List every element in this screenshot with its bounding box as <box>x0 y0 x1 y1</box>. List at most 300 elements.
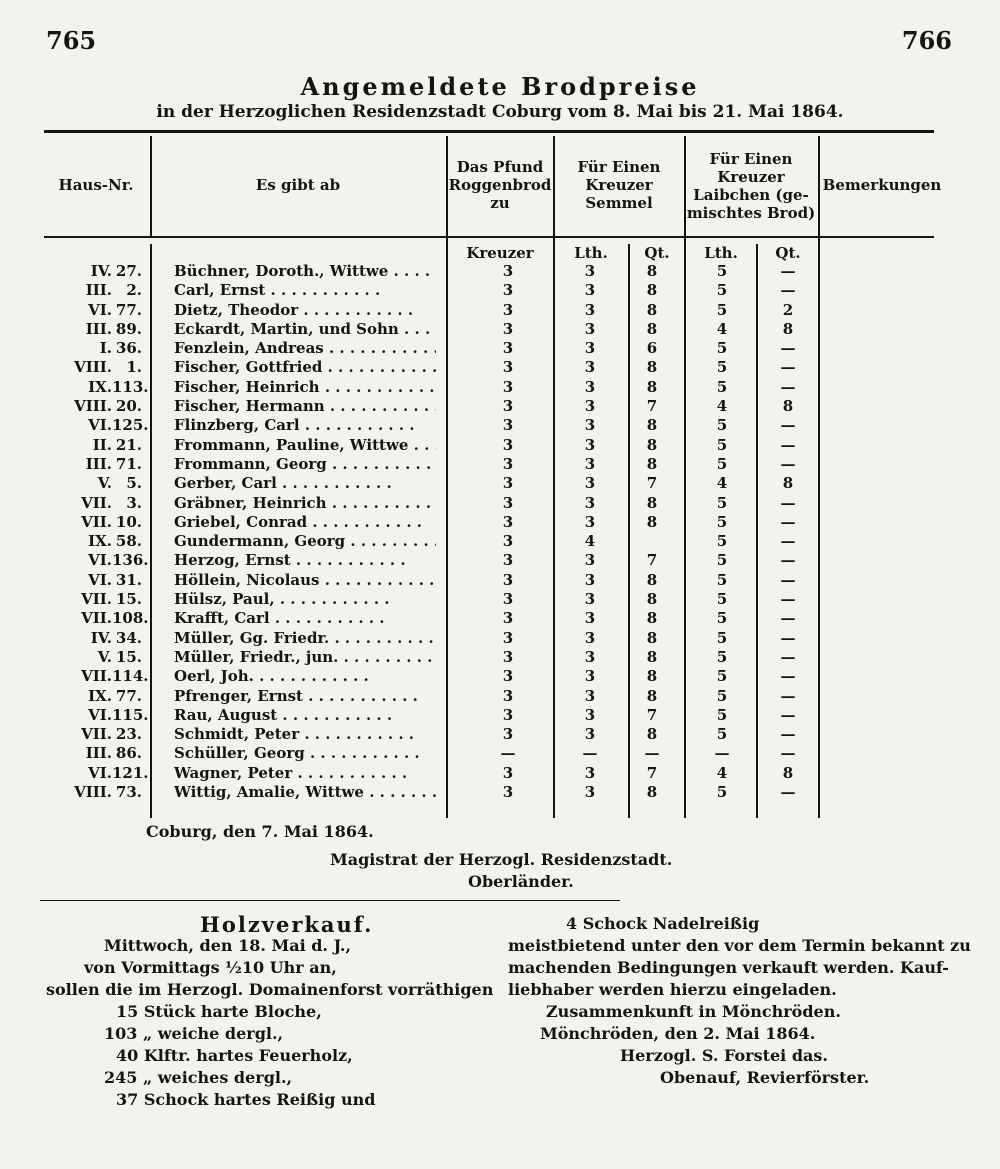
cell-name: Schüller, Georg . . <box>174 744 436 762</box>
cell-lth1: 3 <box>584 570 596 589</box>
cell-num: 31. <box>115 570 142 589</box>
cell-roman: VII. <box>81 609 112 628</box>
cell-lth2: 5 <box>716 358 728 377</box>
cell-lth1: 3 <box>584 763 596 782</box>
cell-rog: 3 <box>502 454 514 473</box>
cell-lth2: 5 <box>716 454 728 473</box>
table-row <box>0 648 1000 667</box>
cell-roman: VII. <box>81 725 112 744</box>
table-row <box>0 494 1000 513</box>
cell-name: Fischer, Hermann . . <box>174 397 436 415</box>
cell-roman: III. <box>85 319 112 338</box>
page-number-right: 766 <box>901 26 952 55</box>
holzverkauf-line: meistbietend unter den vor dem Termin bekannt zu <box>508 936 971 955</box>
cell-qt1: 8 <box>646 281 658 300</box>
cell-rog: 3 <box>502 725 514 744</box>
cell-lth2: 5 <box>716 493 728 512</box>
cell-qt1: 8 <box>646 493 658 512</box>
cell-roman: VIII. <box>74 397 112 416</box>
cell-num: 36. <box>115 339 142 358</box>
cell-rog: 3 <box>502 609 514 628</box>
cell-name: Eckardt, Martin, und Sohn . . <box>174 320 436 338</box>
cell-roman: III. <box>85 454 112 473</box>
cell-name: Gräbner, Heinrich . . <box>174 494 436 512</box>
header-semmel-line: Semmel <box>585 194 653 212</box>
table-row <box>0 281 1000 300</box>
cell-qt1: 8 <box>646 725 658 744</box>
cell-qt1: — <box>644 744 660 763</box>
table-row <box>0 764 1000 783</box>
cell-roman: II. <box>92 435 112 454</box>
cell-rog: 3 <box>502 377 514 396</box>
cell-lth2: 5 <box>716 300 728 319</box>
cell-qt2: — <box>780 590 796 609</box>
cell-rog: 3 <box>502 416 514 435</box>
cell-name: Krafft, Carl . . <box>174 609 436 627</box>
cell-name: Hülsz, Paul, . . <box>174 590 436 608</box>
cell-name: Gundermann, Georg . . <box>174 532 436 550</box>
cell-roman: I. <box>99 339 112 358</box>
cell-roman: VII. <box>81 512 112 531</box>
holzverkauf-line: sollen die im Herzogl. Domainenforst vorräthigen <box>46 980 494 999</box>
cell-qt1: 8 <box>646 262 658 280</box>
cell-rog: 3 <box>502 686 514 705</box>
cell-lth2: 5 <box>716 339 728 358</box>
cell-lth2: 5 <box>716 435 728 454</box>
cell-qt1: 8 <box>646 416 658 435</box>
cell-lth1: 3 <box>584 474 596 493</box>
cell-lth2: 5 <box>716 377 728 396</box>
cell-lth1: 3 <box>584 686 596 705</box>
cell-qt1: 8 <box>646 590 658 609</box>
cell-num: 5. <box>126 474 142 493</box>
page-title: Angemeldete Brodpreise <box>300 72 700 101</box>
cell-qt1: 8 <box>646 609 658 628</box>
cell-name: Frommann, Pauline, Wittwe . . <box>174 436 436 454</box>
cell-qt1: 8 <box>646 667 658 686</box>
cell-qt2: — <box>780 512 796 531</box>
cell-qt2: — <box>780 435 796 454</box>
cell-qt2: — <box>780 705 796 724</box>
header-haus-nr: Haus-Nr. <box>58 176 134 194</box>
cell-num: 15. <box>115 647 142 666</box>
cell-qt1: 7 <box>646 763 658 782</box>
cell-num: 1. <box>126 358 142 377</box>
cell-rog: 3 <box>502 339 514 358</box>
cell-qt1: 8 <box>646 512 658 531</box>
cell-name: Oerl, Joh. . . <box>174 667 436 685</box>
cell-qt2: — <box>780 647 796 666</box>
cell-qt2: — <box>780 570 796 589</box>
table-row <box>0 532 1000 551</box>
header-bemerkungen: Bemerkungen <box>822 176 942 194</box>
cell-rog: 3 <box>502 783 514 802</box>
cell-qt2: — <box>780 493 796 512</box>
cell-name: Wagner, Peter . . <box>174 764 436 782</box>
table-row <box>0 358 1000 377</box>
cell-roman: III. <box>85 744 112 763</box>
cell-name: Fischer, Gottfried . . <box>174 358 436 376</box>
cell-num: 89. <box>115 319 142 338</box>
cell-lth2: 5 <box>716 416 728 435</box>
cell-name: Fenzlein, Andreas . . <box>174 339 436 357</box>
cell-lth2: 4 <box>716 474 728 493</box>
cell-rog: 3 <box>502 358 514 377</box>
cell-qt1: 8 <box>646 300 658 319</box>
cell-lth1: 3 <box>584 628 596 647</box>
holzverkauf-line: 245 „ weiches dergl., <box>104 1068 293 1087</box>
holzverkauf-line: liebhaber werden hierzu eingeladen. <box>508 980 837 999</box>
cell-lth1: 3 <box>584 667 596 686</box>
cell-name: Wittig, Amalie, Wittwe . . <box>174 783 436 801</box>
cell-qt2: — <box>780 783 796 802</box>
cell-rog: 3 <box>502 262 514 280</box>
cell-lth1: 3 <box>584 435 596 454</box>
cell-num: 121. <box>112 763 149 782</box>
cell-name: Flinzberg, Carl . . <box>174 416 436 434</box>
cell-rog: — <box>500 744 516 763</box>
cell-lth2: 5 <box>716 628 728 647</box>
holzverkauf-line: 103 „ weiche dergl., <box>104 1024 284 1043</box>
header-roggenbrod-line: Das Pfund <box>456 158 544 176</box>
cell-rog: 3 <box>502 532 514 551</box>
header-semmel <box>555 158 683 212</box>
cell-num: 86. <box>115 744 142 763</box>
cell-num: 27. <box>115 262 142 280</box>
cell-qt2: 8 <box>782 474 794 493</box>
cell-lth2: 5 <box>716 512 728 531</box>
header-roggenbrod <box>448 158 552 212</box>
cell-rog: 3 <box>502 590 514 609</box>
cell-roman: IX. <box>88 686 112 705</box>
cell-rog: 3 <box>502 570 514 589</box>
cell-qt2: — <box>780 686 796 705</box>
table-row <box>0 687 1000 706</box>
cell-rog: 3 <box>502 763 514 782</box>
cell-roman: VI. <box>88 763 112 782</box>
cell-qt1: 6 <box>646 339 658 358</box>
cell-roman: VI. <box>88 705 112 724</box>
cell-roman: VI. <box>88 570 112 589</box>
cell-lth2: 5 <box>716 532 728 551</box>
cell-rog: 3 <box>502 512 514 531</box>
holzverkauf-line: Herzogl. S. Forstei das. <box>620 1046 828 1065</box>
header-roggenbrod-line: Roggenbrod <box>448 176 552 194</box>
cell-lth2: 5 <box>716 686 728 705</box>
table-row <box>0 397 1000 416</box>
cell-num: 113. <box>112 377 149 396</box>
cell-rog: 3 <box>502 281 514 300</box>
cell-lth1: 3 <box>584 339 596 358</box>
header-laibchen-line: mischtes Brod) <box>686 204 816 222</box>
page-number-left: 765 <box>46 26 97 55</box>
cell-qt2: — <box>780 744 796 763</box>
cell-lth2: 5 <box>716 551 728 570</box>
cell-qt1: 8 <box>646 686 658 705</box>
cell-qt2: 2 <box>782 300 794 319</box>
cell-num: 108. <box>112 609 149 628</box>
table-row <box>0 571 1000 590</box>
table-row <box>0 455 1000 474</box>
cell-lth1: 3 <box>584 397 596 416</box>
cell-num: 125. <box>112 416 149 435</box>
table-row <box>0 590 1000 609</box>
cell-roman: VIII. <box>74 358 112 377</box>
cell-lth1: 3 <box>584 454 596 473</box>
holzverkauf-line: Mönchröden, den 2. Mai 1864. <box>540 1024 816 1043</box>
cell-lth1: 3 <box>584 725 596 744</box>
table-row <box>0 706 1000 725</box>
cell-qt2: 8 <box>782 397 794 416</box>
cell-num: 58. <box>115 532 142 551</box>
cell-num: 23. <box>115 725 142 744</box>
cell-lth1: 3 <box>584 319 596 338</box>
cell-qt2: — <box>780 667 796 686</box>
cell-num: 114. <box>112 667 149 686</box>
header-semmel-line: Kreuzer <box>585 176 653 194</box>
cell-name: Rau, August . . <box>174 706 436 724</box>
unit-qt: Qt. <box>775 244 801 262</box>
cell-qt1: 8 <box>646 319 658 338</box>
cell-lth2: 4 <box>716 397 728 416</box>
cell-roman: V. <box>97 647 112 666</box>
cell-name: Gerber, Carl . . <box>174 474 436 492</box>
table-row <box>0 378 1000 397</box>
unit-kreuzer: Kreuzer <box>466 244 534 262</box>
cell-rog: 3 <box>502 435 514 454</box>
cell-rog: 3 <box>502 628 514 647</box>
cell-lth1: 3 <box>584 416 596 435</box>
holzverkauf-line: Zusammenkunft in Mönchröden. <box>546 1002 841 1021</box>
cell-rog: 3 <box>502 551 514 570</box>
table-row <box>0 320 1000 339</box>
table-row <box>0 783 1000 802</box>
cell-lth1: 3 <box>584 551 596 570</box>
cell-rog: 3 <box>502 397 514 416</box>
holzverkauf-line: 4 Schock Nadelreißig <box>566 914 760 933</box>
cell-rog: 3 <box>502 705 514 724</box>
cell-roman: VI. <box>88 416 112 435</box>
cell-qt1: 8 <box>646 454 658 473</box>
cell-lth1: 3 <box>584 281 596 300</box>
cell-rog: 3 <box>502 493 514 512</box>
holzverkauf-title: Holzverkauf. <box>200 912 374 937</box>
table-top-rule <box>44 130 934 133</box>
cell-name: Dietz, Theodor . . <box>174 301 436 319</box>
table-body <box>0 262 1000 802</box>
cell-lth1: 3 <box>584 493 596 512</box>
cell-roman: VI. <box>88 551 112 570</box>
cell-roman: IX. <box>88 377 112 396</box>
holzverkauf-line: Mittwoch, den 18. Mai d. J., <box>104 936 352 955</box>
cell-qt1: 7 <box>646 705 658 724</box>
cell-lth1: 3 <box>584 783 596 802</box>
cell-lth2: 5 <box>716 705 728 724</box>
cell-name: Fischer, Heinrich . . <box>174 378 436 396</box>
unit-lth: Lth. <box>704 244 738 262</box>
cell-qt2: — <box>780 551 796 570</box>
cell-num: 3. <box>126 493 142 512</box>
signature-name: Oberländer. <box>468 872 574 891</box>
cell-qt2: — <box>780 262 796 280</box>
cell-lth1: 3 <box>584 512 596 531</box>
holzverkauf-line: 37 Schock hartes Reißig und <box>116 1090 376 1109</box>
cell-lth2: 5 <box>716 262 728 280</box>
cell-qt2: — <box>780 725 796 744</box>
cell-qt2: — <box>780 281 796 300</box>
cell-lth2: 5 <box>716 570 728 589</box>
unit-lth: Lth. <box>574 244 608 262</box>
cell-lth1: 3 <box>584 705 596 724</box>
cell-qt2: — <box>780 416 796 435</box>
cell-roman: IX. <box>88 532 112 551</box>
cell-name: Höllein, Nicolaus . . <box>174 571 436 589</box>
table-row <box>0 416 1000 435</box>
cell-lth1: 3 <box>584 609 596 628</box>
cell-qt2: — <box>780 628 796 647</box>
cell-name: Frommann, Georg . . <box>174 455 436 473</box>
cell-num: 77. <box>115 686 142 705</box>
cell-roman: VIII. <box>74 783 112 802</box>
cell-qt2: 8 <box>782 763 794 782</box>
cell-lth1: 3 <box>584 377 596 396</box>
cell-lth2: 5 <box>716 667 728 686</box>
unit-qt: Qt. <box>644 244 670 262</box>
cell-lth2: 5 <box>716 783 728 802</box>
header-es-gibt-ab: Es gibt ab <box>255 176 341 194</box>
cell-rog: 3 <box>502 667 514 686</box>
cell-qt1: 8 <box>646 377 658 396</box>
cell-num: 20. <box>115 397 142 416</box>
cell-lth1: 3 <box>584 300 596 319</box>
cell-roman: VI. <box>88 300 112 319</box>
signature-place-date: Coburg, den 7. Mai 1864. <box>146 822 374 841</box>
cell-lth2: 4 <box>716 763 728 782</box>
cell-name: Carl, Ernst . . <box>174 281 436 299</box>
cell-qt2: — <box>780 377 796 396</box>
cell-qt1: 8 <box>646 358 658 377</box>
header-semmel-line: Für Einen <box>577 158 661 176</box>
cell-num: 2. <box>126 281 142 300</box>
cell-lth2: 5 <box>716 647 728 666</box>
cell-qt2: — <box>780 339 796 358</box>
cell-qt1: 8 <box>646 647 658 666</box>
holzverkauf-line: Obenauf, Revierförster. <box>660 1068 870 1087</box>
header-laibchen <box>686 150 816 222</box>
cell-name: Griebel, Conrad . . <box>174 513 436 531</box>
cell-lth2: — <box>714 744 730 763</box>
page-subtitle: in der Herzoglichen Residenzstadt Coburg vom 8. Mai bis 21. Mai 1864. <box>156 102 844 122</box>
cell-qt2: — <box>780 358 796 377</box>
cell-lth2: 5 <box>716 281 728 300</box>
cell-qt1: 8 <box>646 435 658 454</box>
table-row <box>0 436 1000 455</box>
cell-num: 34. <box>115 628 142 647</box>
cell-qt1: 7 <box>646 474 658 493</box>
cell-roman: IV. <box>90 262 112 280</box>
cell-rog: 3 <box>502 319 514 338</box>
cell-roman: III. <box>85 281 112 300</box>
cell-lth2: 5 <box>716 725 728 744</box>
table-row <box>0 744 1000 763</box>
cell-num: 10. <box>115 512 142 531</box>
cell-lth1: 4 <box>584 532 596 551</box>
cell-num: 15. <box>115 590 142 609</box>
cell-rog: 3 <box>502 300 514 319</box>
cell-qt1: 8 <box>646 783 658 802</box>
cell-lth1: 3 <box>584 358 596 377</box>
cell-name: Schmidt, Peter . . <box>174 725 436 743</box>
cell-lth2: 4 <box>716 319 728 338</box>
cell-name: Pfrenger, Ernst . . <box>174 687 436 705</box>
header-laibchen-line: Laibchen (ge- <box>693 186 809 204</box>
cell-lth1: 3 <box>584 647 596 666</box>
cell-lth1: 3 <box>584 262 596 280</box>
table-row <box>0 725 1000 744</box>
cell-num: 77. <box>115 300 142 319</box>
cell-qt2: — <box>780 532 796 551</box>
cell-rog: 3 <box>502 647 514 666</box>
header-laibchen-line: Kreuzer <box>717 168 785 186</box>
table-row <box>0 629 1000 648</box>
holzverkauf-line: von Vormittags ½10 Uhr an, <box>84 958 337 977</box>
cell-lth1: — <box>582 744 598 763</box>
cell-roman: V. <box>97 474 112 493</box>
cell-roman: VII. <box>81 667 112 686</box>
header-roggenbrod-line: zu <box>490 194 510 212</box>
cell-name: Müller, Gg. Friedr. . . <box>174 629 436 647</box>
section-divider <box>40 900 620 901</box>
cell-qt2: — <box>780 454 796 473</box>
table-row <box>0 262 1000 281</box>
cell-num: 136. <box>112 551 149 570</box>
cell-qt1: 7 <box>646 551 658 570</box>
holzverkauf-line: machenden Bedingungen verkauft werden. Kauf- <box>508 958 949 977</box>
cell-roman: VII. <box>81 493 112 512</box>
holzverkauf-line: 15 Stück harte Bloche, <box>116 1002 322 1021</box>
cell-lth2: 5 <box>716 609 728 628</box>
table-header-rule <box>44 236 934 238</box>
cell-roman: VII. <box>81 590 112 609</box>
cell-qt1: 8 <box>646 628 658 647</box>
table-row <box>0 513 1000 532</box>
cell-qt1: 7 <box>646 397 658 416</box>
table-row <box>0 609 1000 628</box>
table-row <box>0 474 1000 493</box>
cell-num: 71. <box>115 454 142 473</box>
cell-name: Herzog, Ernst . . <box>174 551 436 569</box>
table-row <box>0 667 1000 686</box>
cell-lth1: 3 <box>584 590 596 609</box>
cell-num: 73. <box>115 783 142 802</box>
table-row <box>0 551 1000 570</box>
table-row <box>0 339 1000 358</box>
signature-office: Magistrat der Herzogl. Residenzstadt. <box>330 850 673 869</box>
cell-num: 115. <box>112 705 149 724</box>
cell-qt1: 8 <box>646 570 658 589</box>
cell-qt2: 8 <box>782 319 794 338</box>
cell-name: Müller, Friedr., jun. . . <box>174 648 436 666</box>
cell-lth2: 5 <box>716 590 728 609</box>
table-row <box>0 301 1000 320</box>
header-laibchen-line: Für Einen <box>709 150 793 168</box>
cell-qt2: — <box>780 609 796 628</box>
cell-num: 21. <box>115 435 142 454</box>
cell-name: Büchner, Doroth., Wittwe . . <box>174 262 436 280</box>
cell-roman: IV. <box>90 628 112 647</box>
cell-rog: 3 <box>502 474 514 493</box>
holzverkauf-line: 40 Klftr. hartes Feuerholz, <box>116 1046 353 1065</box>
